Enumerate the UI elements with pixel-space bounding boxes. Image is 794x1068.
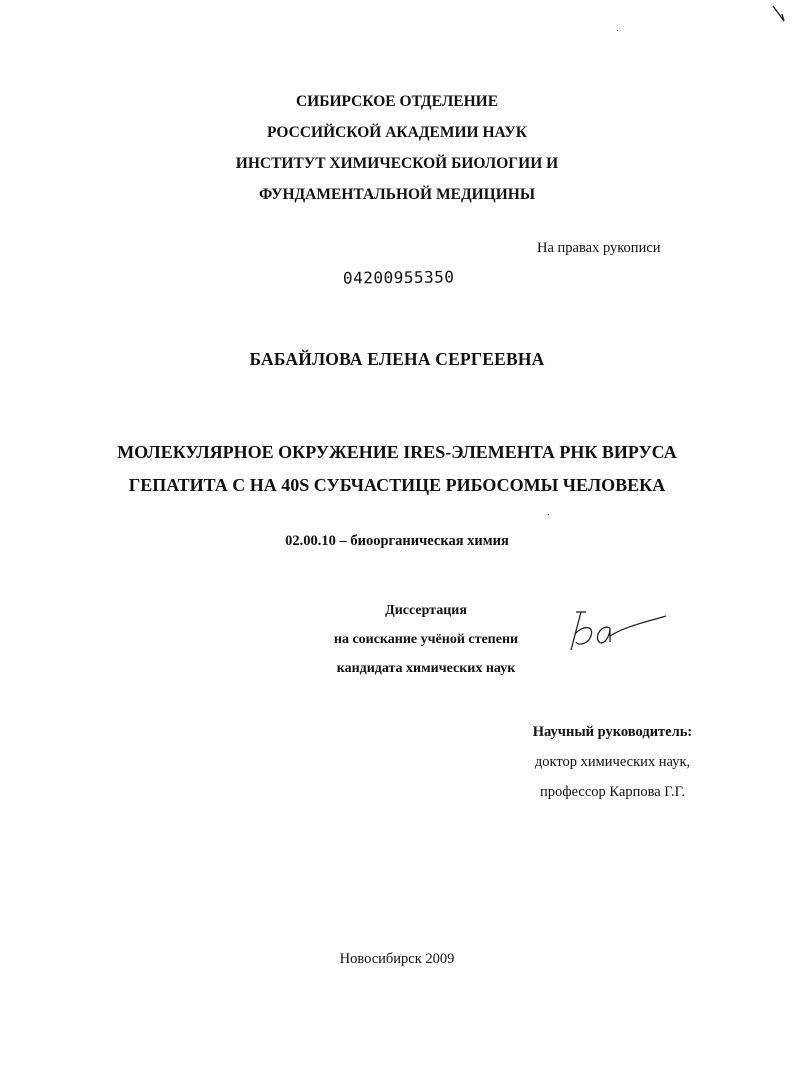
corner-mark [772, 4, 786, 24]
institution-header [0, 86, 794, 210]
signature [566, 606, 672, 654]
city-year: Новосибирск 2009 [339, 951, 455, 967]
dissertation-line: кандидата химических наук [336, 661, 516, 676]
dissertation-line: на соискание учёной степени [333, 632, 519, 647]
dissertation-line: Диссертация [385, 603, 467, 618]
title-line: ГЕПАТИТА С НА 40S СУБЧАСТИЦЕ РИБОСОМЫ ЧЕЛОВЕКА [128, 475, 666, 495]
dissertation-block [286, 596, 566, 683]
institution-line: ФУНДАМЕНТАЛЬНОЙ МЕДИЦИНЫ [258, 186, 536, 203]
author-name: БАБАЙЛОВА ЕЛЕНА СЕРГЕЕВНА [249, 349, 545, 369]
supervisor-block [500, 717, 725, 807]
title-line: МОЛЕКУЛЯРНОЕ ОКРУЖЕНИЕ IRES-ЭЛЕМЕНТА РНК ВИРУСА [117, 442, 677, 462]
scan-speck [617, 30, 618, 31]
supervisor-name: профессор Карпова Г.Г. [539, 784, 686, 800]
rights-note: На правах рукописи [537, 240, 661, 256]
archive-number: 04200955350 [342, 267, 455, 288]
supervisor-heading: Научный руководитель: [532, 724, 693, 740]
institution-line: СИБИРСКОЕ ОТДЕЛЕНИЕ [295, 93, 499, 110]
institution-line: РОССИЙСКОЙ АКАДЕМИИ НАУК [267, 124, 527, 141]
institution-line: ИНСТИТУТ ХИМИЧЕСКОЙ БИОЛОГИИ И [235, 155, 559, 172]
scan-speck [548, 514, 549, 515]
thesis-title [0, 436, 794, 502]
specialty-code: 02.00.10 – биоорганическая химия [285, 533, 509, 549]
supervisor-degree: доктор химических наук, [534, 754, 691, 770]
